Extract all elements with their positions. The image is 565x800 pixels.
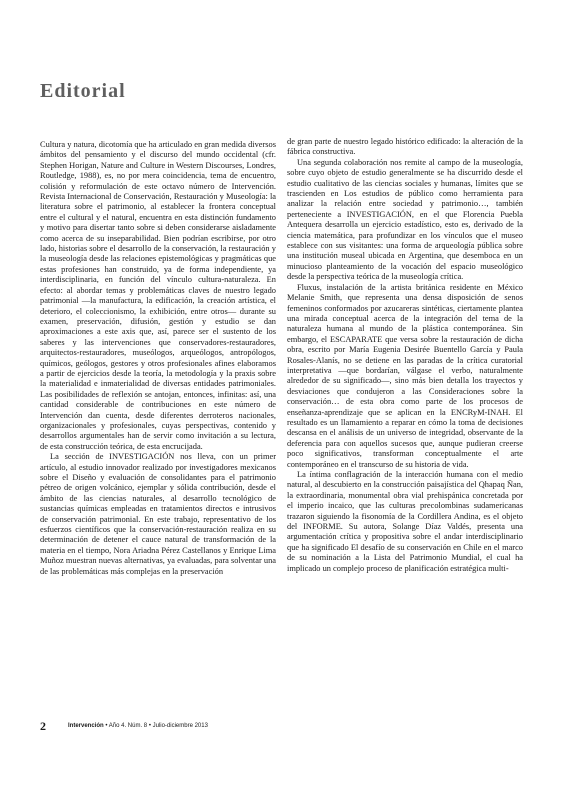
paragraph: de gran parte de nuestro legado histórico edificado: la alteración de la fábrica constructiva. <box>287 137 523 157</box>
running-footer <box>68 723 208 729</box>
page-footer <box>40 721 530 733</box>
paragraph: Una segunda colaboración nos remite al campo de la museología, sobre cuyo objeto de estudio generalmente se ha discurrido desde el estudio cualitativo de las ciencias sociales y humanas, límites que se trascienden en Los estudios de público como herramienta para analizar la relación entre sociedad y patrimonio…, también perteneciente a INVESTIGACIÓN, en el que Florencia Puebla Antequera desarrolla un ejercicio estadístico, esto es, derivado de la ciencia matemática, para profundizar en los vínculos que el museo establece con sus visitantes: una forma de arqueología pública sobre una institución museal ubicada en Argentina, que desemboca en un minucioso planteamiento de la vocación del espacio museológico desde la perspectiva teórica de la museología crítica. <box>287 157 523 282</box>
page-title: Editorial <box>40 80 126 102</box>
paragraph: Fluxus, instalación de la artista británica residente en México Melanie Smith, que representa una densa disposición de senos femeninos conformados por azucareras sintéticas, ciertamente plantea una mirada conceptual acerca de la integración del tema de la naturaleza humana al mundo de la plástica contemporánea. Sin embargo, el ESCAPARATE que versa sobre la restauración de dicha obra, escrito por María Eugenia Desirée Buentello García y Paula Rosales-Alanís, no se detiene en las paradas de la crítica curatorial interpretativa —que bordarían, válgase el verbo, naturalmente alrededor de su significado—, sino más bien detalla los trayectos y desviaciones que condujeron a las Consideraciones sobre la conservación… de esta obra como parte de los procesos de enseñanza-aprendizaje que se aplican en la ENCRyM-INAH. El resultado es un llamamiento a reparar en cómo la toma de decisiones descansa en el análisis de un universo de integridad, observante de la deferencia para con aquellos sucesos que, aunque pudieran creerse poco significativos, transforman conceptualmente el arte contemporáneo en el transcurso de su historia de vida. <box>287 282 523 469</box>
paragraph: Cultura y natura, dicotomía que ha articulado en gran medida diversos ámbitos del pensamiento y el discurso del mundo occidental (cfr. Stephen Horigan, Nature and Culture in Western Discourses, Londres, Routledge, 1988), es, no por mera coincidencia, tema de encuentro, colisión y reformulación de este octavo número de Intervención. Revista Internacional de Conservación, Restauración y Museología: la literatura sobre el patrimonio, al establecer la frontera conceptual entre el cultural y el natural, encuentra en esta distinción fundamento y motivo para disertar tanto sobre si deben considerarse aisladamente como acerca de su inseparabilidad. Bien podrían escribirse, por otro lado, historias sobre el desarrollo de la conservación, la restauración y la museología desde las relaciones epistemológicas y pragmáticas que estas profesiones han construido, ya de forma independiente, ya interdisciplinaria, en función del vínculo cultura-naturaleza. En efecto: al abordar temas y problemáticas claves de nuestro legado patrimonial —la manufactura, la edificación, la creación artística, el deterioro, el coleccionismo, la exhibición, entre otros— durante su examen, preservación, difusión, gestión y estudio se dan aproximaciones a este axis que, así, parece ser el sustento de los saberes y las intervenciones que conservadores-restauradores, arquitectos-restauradores, museólogos, arqueólogos, antropólogos, químicos, geólogos, gestores y otros profesionales afines elaboramos a partir de ejercicios desde la teoría, la metodología y la praxis sobre la materialidad e inmaterialidad de diversas entidades patrimoniales. Las posibilidades de reflexión se antojan, entonces, infinitas: así, una cantidad considerable de contribuciones en este número de Intervención dan cuenta, desde diferentes derroteros nacionales, organizacionales y profesionales, cuyas perspectivas, contenido y desarrollos argumentales han de servir como invitación a su lectura, de esta construcción teórica, de esta encrucijada. <box>40 140 276 451</box>
journal-name: Intervención <box>68 723 104 729</box>
paragraph: La íntima conflagración de la interacción humana con el medio natural, al descubierto en la construcción paisajística del Qhapaq Ñan, la extraordinaria, monumental obra vial prehispánica concretada por el imperio incaico, que las culturas precolombinas sudamericanas trazaron siguiendo la fisonomía de la Cordillera Andina, es el objeto del INFORME. Su autora, Solange Díaz Valdés, presenta una argumentación crítica y propositiva sobre el andar interdisciplinario que ha significado El desafío de su conservación en Chile en el marco de su nominación a la Lista del Patrimonio Mundial, el cual ha implicado un complejo proceso de planificación estratégica multi- <box>287 470 523 573</box>
paragraph: La sección de INVESTIGACIÓN nos lleva, con un primer artículo, al estudio innovador realizado por investigadores mexicanos sobre el Diseño y evaluación de consolidantes para el patrimonio pétreo de origen volcánico, ejemplar y sólida contribución, desde el ámbito de las ciencias naturales, al desarrollo tecnológico de sustancias químicas empleadas en tratamientos directos e intrusivos de conservación patrimonial. En este trabajo, representativo de los esfuerzos científicos que la conservación-restauración realiza en su determinación de detener el cauce natural de transformación de la materia en el tiempo, Nora Ariadna Pérez Castellanos y Enrique Lima Muñoz muestran nuevas alternativas, ya evaluadas, para solventar una de las problemáticas más complejas en la preservación <box>40 452 276 576</box>
issue-info: • Año 4. Núm. 8 • Julio-diciembre 2013 <box>105 723 208 729</box>
page-number: 2 <box>40 719 46 733</box>
right-column <box>287 137 523 574</box>
left-column <box>40 140 276 577</box>
